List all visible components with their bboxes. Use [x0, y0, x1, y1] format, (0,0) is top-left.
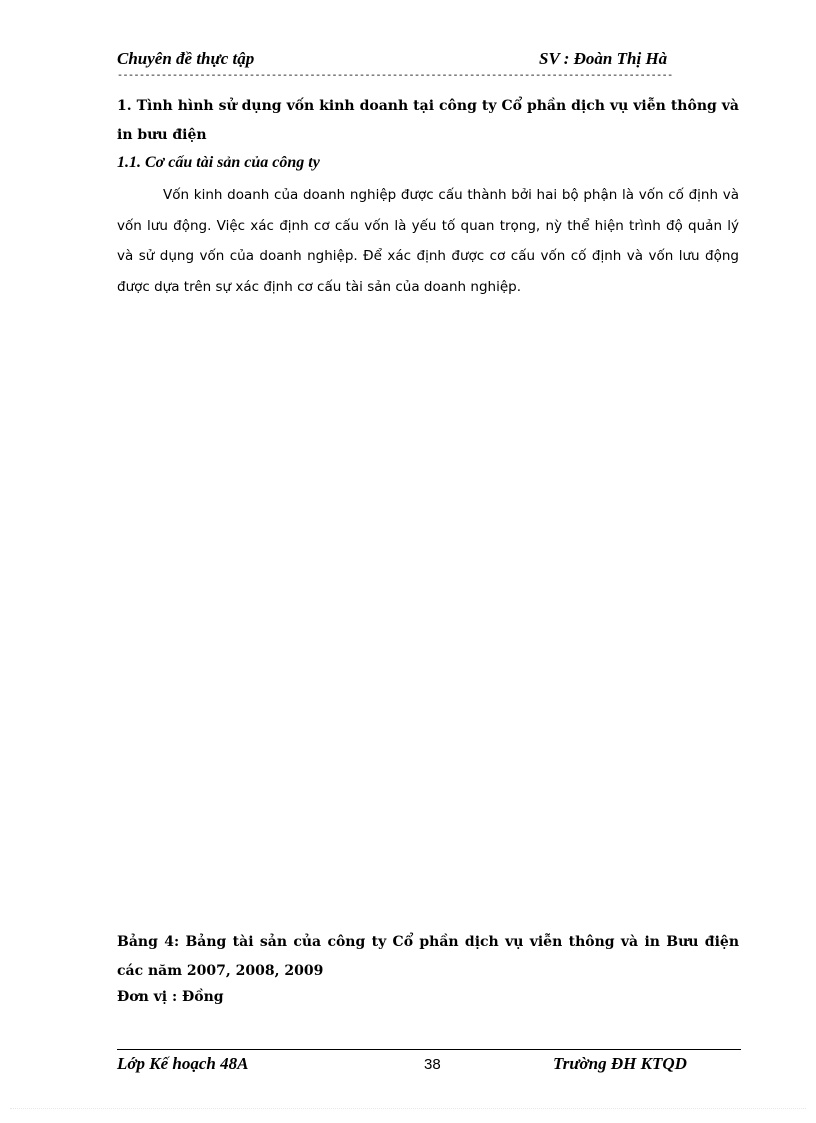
page-bottom-dotted-line	[10, 1108, 806, 1109]
page-number: 38	[424, 1056, 441, 1073]
subsection-heading: 1.1. Cơ cấu tài sản của công ty	[117, 154, 320, 171]
body-paragraph: Vốn kinh doanh của doanh nghiệp được cấu thành bởi hai bộ phận là vốn cố định và vốn lưu động. Việc xác định cơ cấu vốn là yếu tố quan trọng, nỳ thể hiện trình độ quản lý và sử dụng vốn của doanh nghiệp. Để xác định được cơ cấu vốn cố định và vốn lưu động được dựa trên sự xác định cơ cấu tài sản của doanh nghiệp.	[117, 187, 739, 295]
header-dash-rule: -----------------------------------------------------------------------------------------------------	[117, 71, 673, 82]
header-course-title: Chuyên đề thực tập	[117, 49, 255, 68]
footer-university: Trường ĐH KTQD	[553, 1054, 687, 1073]
table-unit: Đơn vị : Đồng	[117, 989, 224, 1005]
footer-rule	[117, 1049, 741, 1050]
table-caption: Bảng 4: Bảng tài sản của công ty Cổ phần dịch vụ viễn thông và in Bưu điện các năm 2007, 2008, 2009	[117, 934, 739, 979]
header-student-name: SV : Đoàn Thị Hà	[539, 49, 668, 68]
footer-class-name: Lớp Kế hoạch 48A	[117, 1054, 249, 1073]
section-heading: 1. Tình hình sử dụng vốn kinh doanh tại công ty Cổ phần dịch vụ viễn thông và in bưu điện	[117, 98, 739, 143]
